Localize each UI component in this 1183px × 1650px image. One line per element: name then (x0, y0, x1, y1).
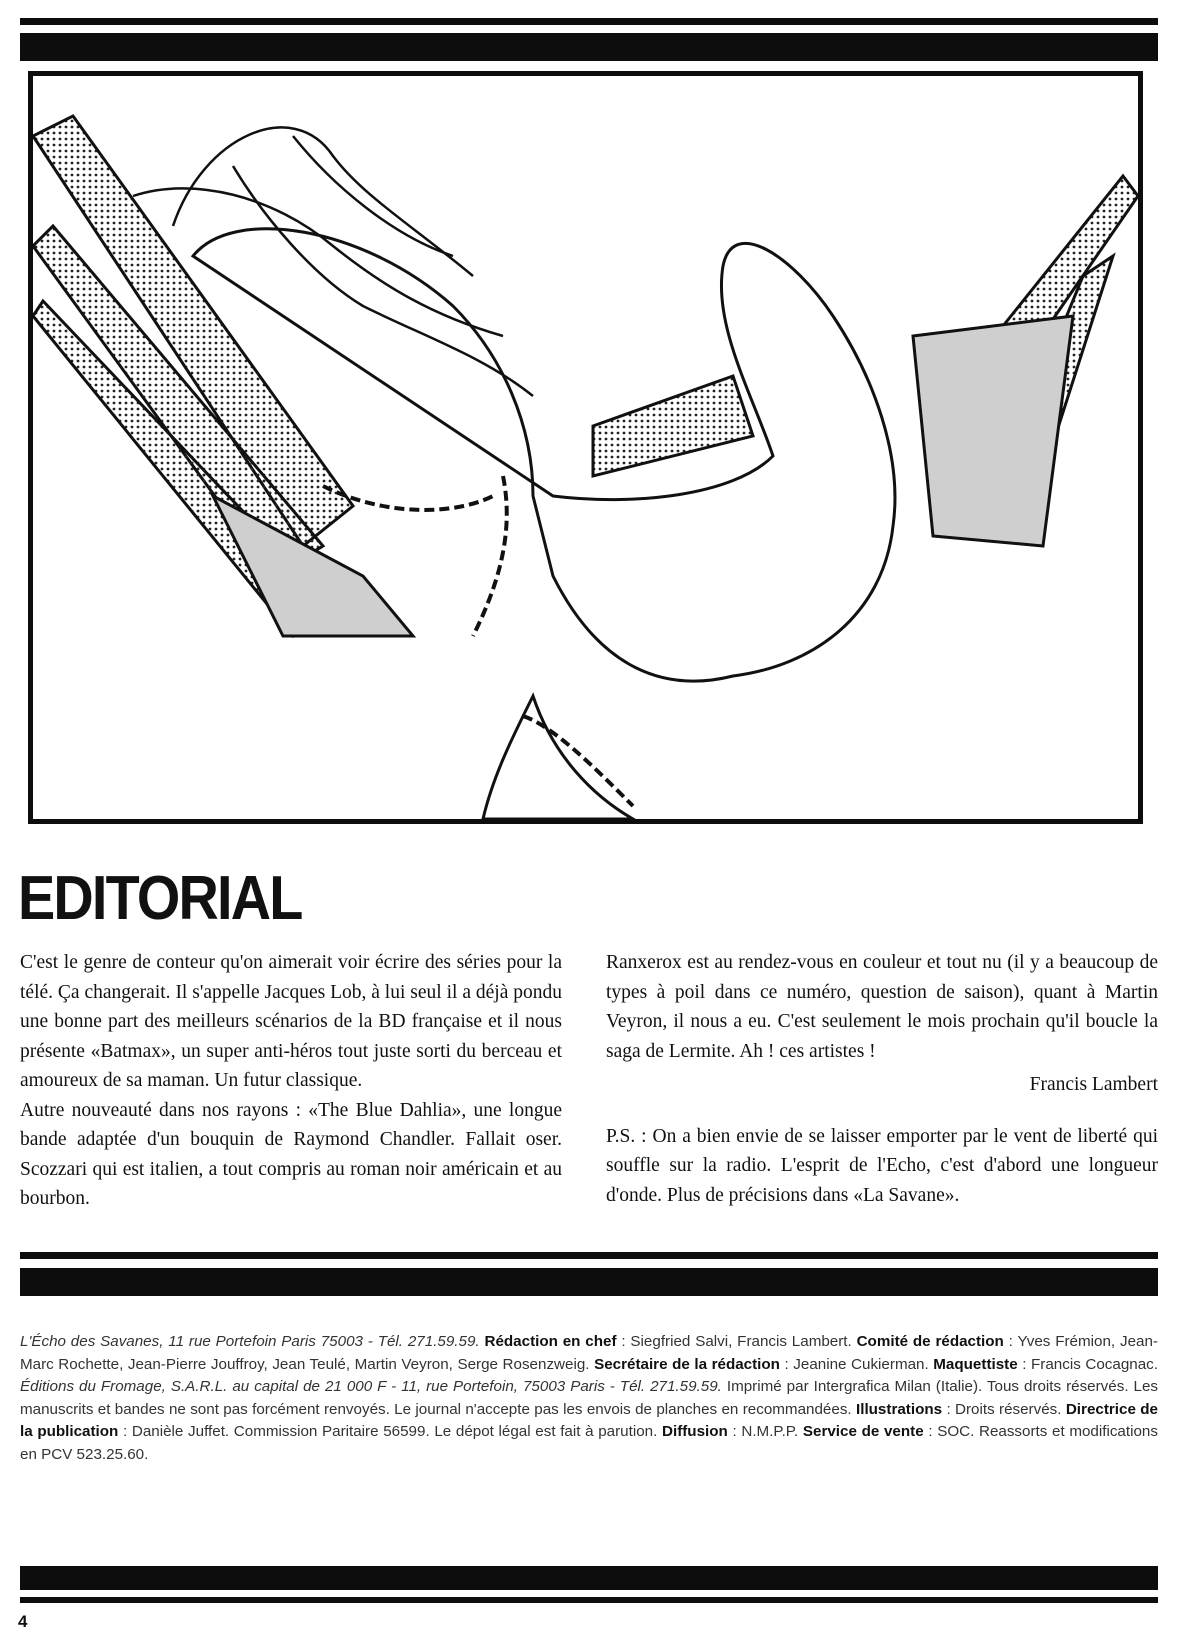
credit-label: Maquettiste (933, 1355, 1018, 1373)
credit-value: : SOC. Reassorts et modifications en PCV 523.25.60. (20, 1423, 1158, 1463)
bottom-rule-thin (20, 1597, 1158, 1603)
credit-label: Comité de rédaction (856, 1333, 1004, 1350)
credit-label: Diffusion (662, 1423, 728, 1440)
credit-value: : Droits réservés. (946, 1400, 1062, 1418)
top-rule-thick (20, 33, 1158, 61)
mid-rule-thin (20, 1252, 1158, 1259)
top-rule-thin (20, 18, 1158, 25)
credit-value: : Jeanine Cukierman. (784, 1355, 929, 1373)
credit-value: : Danièle Juffet. Commission Paritaire 56599. Le dépot légal est fait à parution. (123, 1423, 658, 1440)
credit-label: Illustrations (856, 1400, 943, 1418)
editorial-signature: Francis Lambert (1029, 1074, 1158, 1095)
editorial-left-column (20, 948, 562, 1214)
hammock-drawing (33, 76, 1138, 819)
page-number: 4 (18, 1612, 28, 1631)
hammock-left (33, 116, 413, 636)
masthead-credits (20, 1331, 1158, 1466)
editorial-paragraph: C'est le genre de conteur qu'on aimerait voir écrire des séries pour la télé. Ça changerait. Il s'appelle Jacques Lob, à lui seul il a déjà pondu une bonne part des meilleurs scénarios de la BD française et il nous présente «Batmax», un super anti-héros tout juste sorti du berceau et amoureux de sa maman. Un futur classique. (20, 952, 562, 1091)
credit-value: : N.M.P.P. (732, 1423, 799, 1440)
credit-label: Rédaction en chef (484, 1333, 617, 1350)
hammock-illustration (28, 71, 1143, 824)
credit-label: Secrétaire de la rédaction (594, 1355, 780, 1373)
credit-value: : Francis Cocagnac. (1022, 1355, 1158, 1373)
editorial-postscript: P.S. : On a bien envie de se laisser emporter par le vent de liberté qui souffle sur la radio. L'esprit de l'Echo, c'est d'abord une longueur d'onde. Plus de précisions dans «La Savane». (606, 1125, 1158, 1206)
mid-rule-thick (20, 1268, 1158, 1296)
bottom-rule-thick (20, 1566, 1158, 1590)
credit-label: Service de vente (802, 1423, 924, 1440)
credit-value: : Siegfried Salvi, Francis Lambert. (621, 1333, 852, 1350)
editorial-paragraph: Autre nouveauté dans nos rayons : «The Blue Dahlia», une longue bande adaptée d'un bouquin de Raymond Chandler. Fallait oser. Scozzari qui est italien, a tout compris au roman noir américain et au bourbon. (20, 1099, 562, 1209)
editorial-paragraph: Ranxerox est au rendez-vous en couleur et tout nu (il y a beaucoup de types à poil dans ce numéro, question de saison), quant à Martin Veyron, il nous a eu. C'est seulement le mois prochain qu'il boucle la saga de Lermite. Ah ! ces artistes ! (606, 952, 1158, 1062)
editorial-title: EDITORIAL (18, 864, 302, 933)
masthead-address: L'Écho des Savanes, 11 rue Portefoin Paris 75003 - Tél. 271.59.59. (20, 1333, 480, 1350)
publisher-info: Éditions du Fromage, S.A.R.L. au capital de 21 000 F - 11, rue Portefoin, 75003 Paris - Tél. 271.59.59. (20, 1378, 722, 1395)
editorial-right-column (606, 948, 1158, 1210)
credit-label: Directrice de la publication (20, 1400, 1158, 1440)
credit-value: : Yves Frémion, Jean-Marc Rochette, Jean-Pierre Jouffroy, Jean Teulé, Martin Veyron, Serge Rosenzweig. (20, 1333, 1158, 1373)
printer-info: Imprimé par Intergrafica Milan (Italie). Tous droits réservés. Les manuscrits et bandes ne sont pas forcément renvoyés. Le journal n'accepte pas les envois de planches en recommandées. (20, 1378, 1158, 1418)
